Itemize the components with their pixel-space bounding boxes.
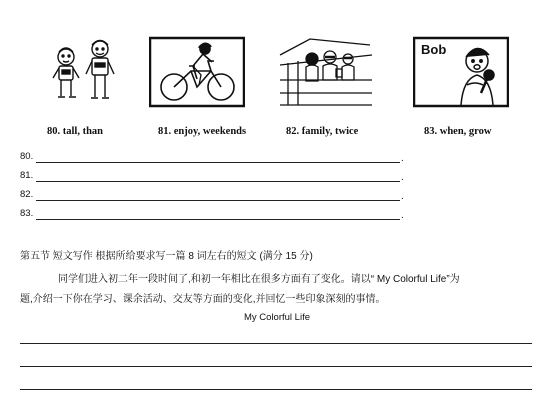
answer-underline[interactable]	[36, 219, 400, 220]
picture-caption-81: 81. enjoy, weekends	[158, 126, 247, 137]
answer-underline[interactable]	[36, 181, 400, 182]
answer-line-83[interactable]	[20, 208, 410, 224]
answer-end-mark: .	[401, 153, 404, 164]
picture-caption-83: 83. when, grow	[424, 126, 492, 137]
answer-number: 82.	[20, 189, 34, 200]
answer-end-mark: .	[401, 191, 404, 202]
writing-line[interactable]	[20, 366, 532, 367]
answer-line-80[interactable]	[20, 151, 410, 167]
answer-number: 80.	[20, 151, 34, 162]
answer-end-mark: .	[401, 210, 404, 221]
answer-underline[interactable]	[36, 162, 400, 163]
picture-caption-80: 80. tall, than	[47, 126, 104, 137]
picture-83	[413, 35, 509, 109]
instruction-line-1: 同学们进入初二年一段时间了,和初一年相比在很多方面有了变化。请以“ My Colorful Life”为	[58, 274, 460, 285]
bob-singing-microphone-icon	[413, 35, 509, 109]
picture-80	[44, 35, 124, 109]
picture-81	[149, 35, 245, 109]
answer-underline[interactable]	[36, 200, 400, 201]
picture-82	[278, 35, 374, 109]
answer-number: 83.	[20, 208, 34, 219]
answer-end-mark: .	[401, 172, 404, 183]
answer-number: 81.	[20, 170, 34, 181]
two-boys-comparing-height-icon	[44, 35, 124, 109]
writing-line[interactable]	[20, 389, 532, 390]
essay-title: My Colorful Life	[244, 312, 310, 323]
writing-line[interactable]	[20, 343, 532, 344]
section-heading: 第五节 短文写作 根据所给要求写一篇 8 词左右的短文 (满分 15 分)	[20, 251, 313, 262]
instruction-line-2: 题,介绍一下你在学习、课余活动、交友等方面的变化,并回忆一些印象深刻的事情。	[20, 294, 386, 305]
picture-caption-82: 82. family, twice	[286, 126, 359, 137]
family-in-cinema-icon	[278, 35, 374, 109]
answer-line-82[interactable]	[20, 189, 410, 205]
answer-line-81[interactable]	[20, 170, 410, 186]
cyclist-on-bicycle-icon	[149, 35, 245, 109]
bob-sign-text: Bob	[421, 42, 447, 57]
